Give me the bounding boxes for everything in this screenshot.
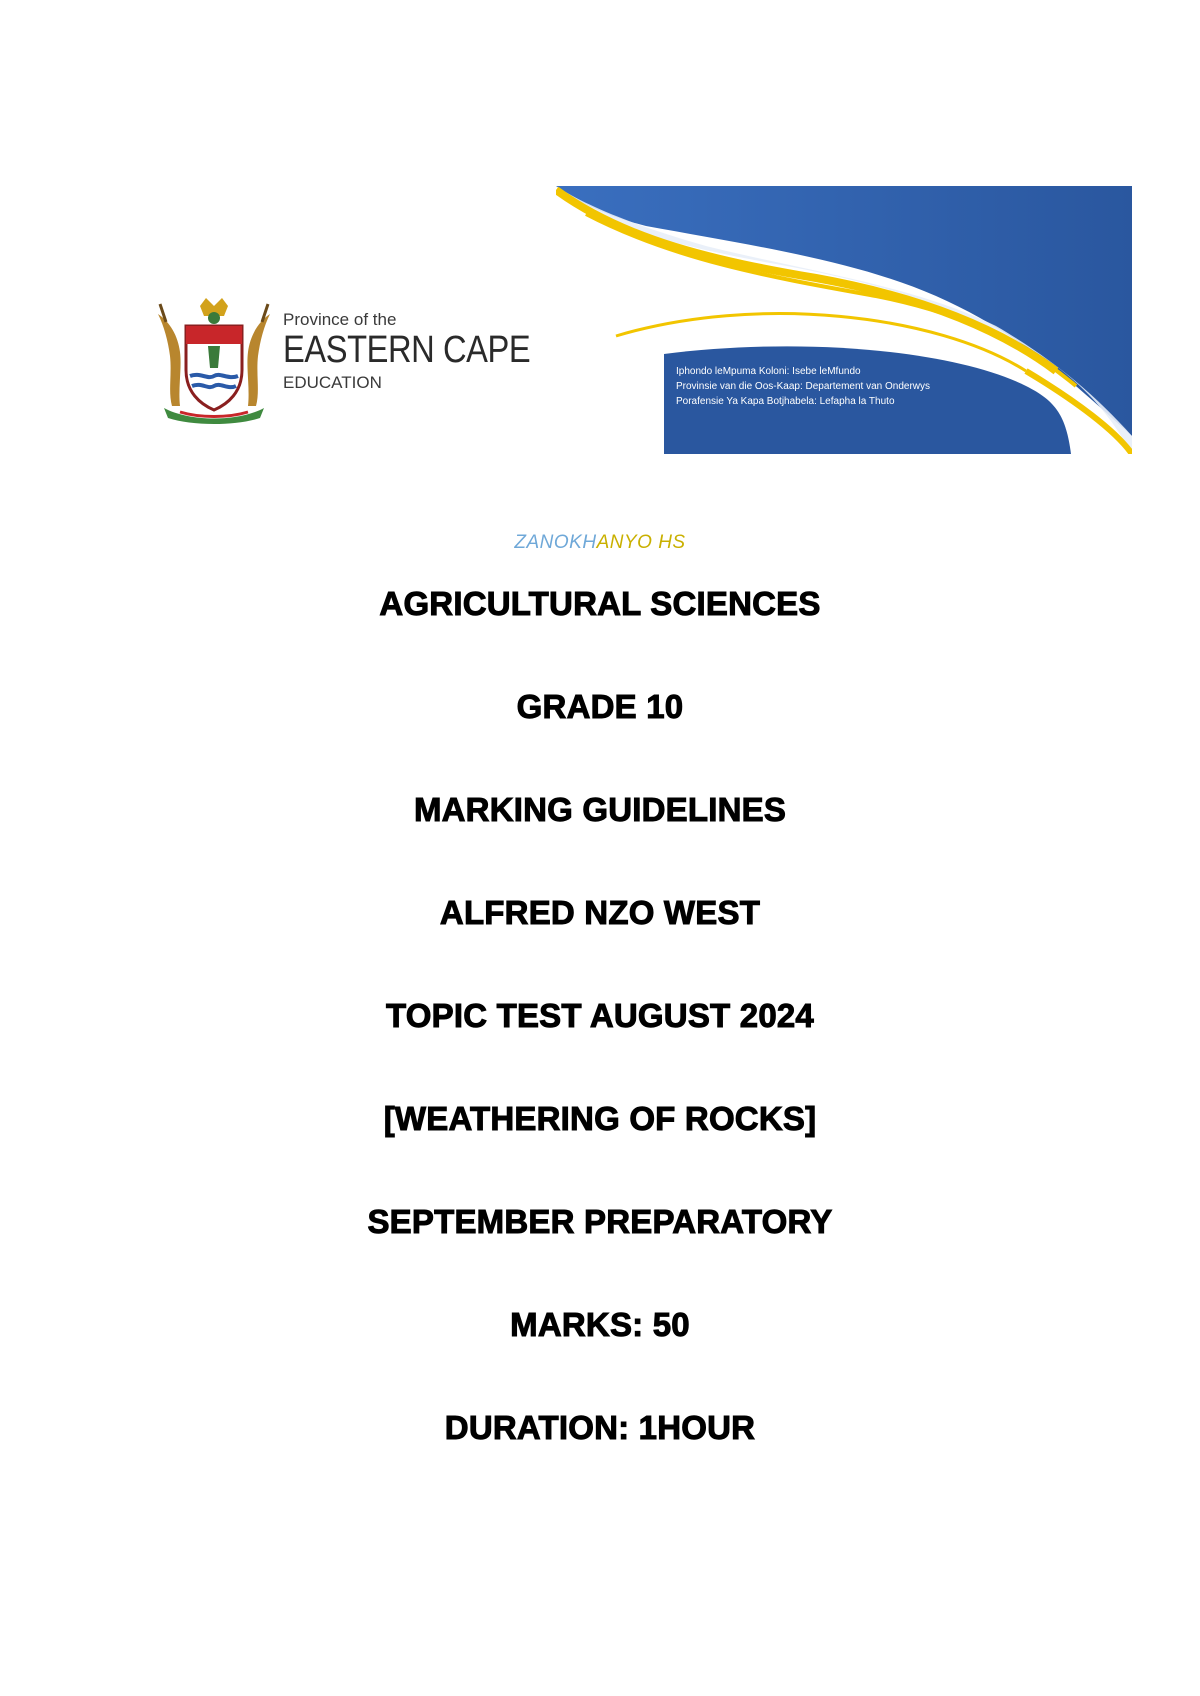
- school-name-part: ANYO HS: [596, 532, 686, 553]
- province-name: EASTERN CAPE: [283, 329, 531, 371]
- coat-of-arms-icon: [150, 296, 278, 426]
- department-line: Iphondo leMpuma Koloni: Isebe leMfundo: [676, 366, 861, 377]
- test-title: TOPIC TEST AUGUST 2024: [385, 997, 814, 1034]
- subject-title: AGRICULTURAL SCIENCES: [379, 585, 821, 622]
- province-logo-text: [283, 310, 531, 394]
- topic-title: [WEATHERING OF ROCKS]: [383, 1100, 817, 1137]
- exam-session-title: SEPTEMBER PREPARATORY: [367, 1203, 833, 1240]
- grade-title: GRADE 10: [516, 688, 684, 725]
- province-prefix: Province of the: [283, 310, 397, 329]
- school-name: [0, 532, 1200, 554]
- department-line: Provinsie van die Oos-Kaap: Departement van Onderwys: [676, 381, 931, 392]
- department-line: Porafensie Ya Kapa Botjhabela: Lefapha la Thuto: [676, 396, 895, 407]
- document-type-title: MARKING GUIDELINES: [413, 791, 787, 828]
- marks-title: MARKS: 50: [510, 1306, 690, 1343]
- department-name: EDUCATION: [283, 373, 382, 392]
- duration-title: DURATION: 1HOUR: [444, 1409, 756, 1446]
- header-wave-banner: [556, 186, 1132, 454]
- cover-title-block: [0, 584, 1200, 1511]
- department-lines: [676, 364, 976, 409]
- district-title: ALFRED NZO WEST: [439, 894, 761, 931]
- school-name-part: ZANOKH: [514, 532, 597, 553]
